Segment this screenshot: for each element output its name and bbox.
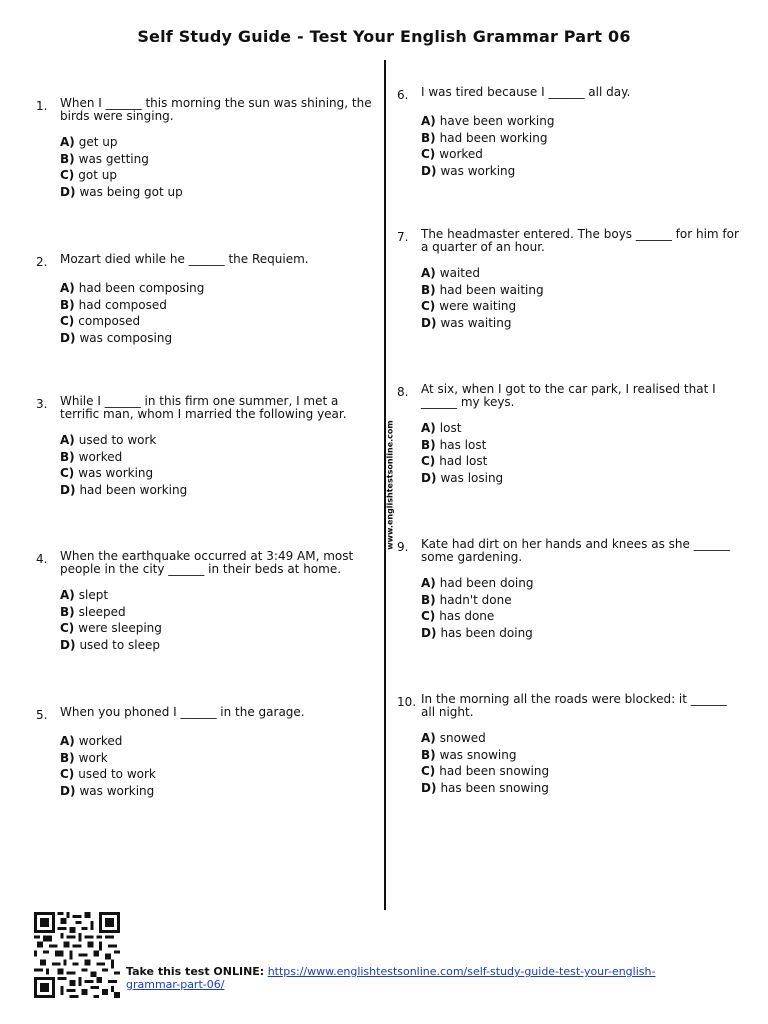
option-b[interactable]: B) had been waiting: [421, 282, 544, 297]
question-text: At six, when I got to the car park, I realised that I ______ my keys.: [421, 382, 716, 409]
question-number: 4.: [36, 552, 48, 566]
option-b[interactable]: B) hadn't done: [421, 592, 512, 607]
option-b[interactable]: B) was snowing: [421, 747, 517, 762]
option-d[interactable]: D) has been snowing: [421, 780, 549, 795]
option-d[interactable]: D) had been working: [60, 482, 188, 497]
question-text: I was tired because I ______ all day.: [421, 85, 631, 99]
option-a[interactable]: A) waited: [421, 266, 480, 280]
options-list: [60, 432, 376, 498]
question-4: [36, 550, 376, 653]
option-c[interactable]: C) used to work: [60, 767, 156, 781]
options-list: [60, 134, 376, 200]
question-10: [397, 693, 742, 796]
question-text: When I ______ this morning the sun was shining, the birds were singing.: [60, 96, 372, 123]
option-a[interactable]: A) slept: [60, 588, 109, 602]
option-c[interactable]: C) had been snowing: [421, 764, 550, 778]
question-2: [36, 253, 376, 346]
option-a[interactable]: A) snowed: [421, 731, 486, 745]
option-c[interactable]: C) had lost: [421, 454, 488, 468]
option-a[interactable]: A) lost: [421, 421, 462, 435]
options-list: [60, 733, 376, 799]
question-number: 3.: [36, 397, 48, 411]
option-c[interactable]: C) were sleeping: [60, 621, 162, 635]
option-d[interactable]: D) was waiting: [421, 315, 512, 330]
option-a[interactable]: A) used to work: [60, 433, 157, 447]
options-list: [421, 265, 742, 331]
question-number: 8.: [397, 385, 409, 399]
question-text: When the earthquake occurred at 3:49 AM, most people in the city ______ in their beds at home.: [60, 549, 354, 576]
footer: [126, 965, 666, 991]
options-list: [60, 280, 376, 346]
option-d[interactable]: D) was being got up: [60, 184, 183, 199]
question-7: [397, 228, 742, 331]
question-text: Kate had dirt on her hands and knees as she ______ some gardening.: [421, 537, 730, 564]
options-list: [421, 575, 742, 641]
option-b[interactable]: B) has lost: [421, 437, 487, 452]
option-d[interactable]: D) was working: [421, 163, 516, 178]
question-number: 1.: [36, 99, 48, 113]
question-text: In the morning all the roads were blocked: it ______ all night.: [421, 692, 727, 719]
option-c[interactable]: C) was working: [60, 466, 154, 480]
watermark-text: www.englishtestsonline.com: [385, 420, 395, 550]
question-9: [397, 538, 742, 641]
option-b[interactable]: B) sleeped: [60, 604, 126, 619]
test-online-link[interactable]: https://www.englishtestsonline.com/self-study-guide-test-your-english-grammar-part-06/: [126, 965, 656, 991]
option-c[interactable]: C) were waiting: [421, 299, 517, 313]
question-number: 7.: [397, 230, 409, 244]
option-a[interactable]: A) worked: [60, 734, 123, 748]
page-title: Self Study Guide - Test Your English Grammar Part 06: [137, 27, 631, 46]
option-a[interactable]: A) had been composing: [60, 281, 205, 295]
question-8: [397, 383, 742, 486]
option-b[interactable]: B) was getting: [60, 151, 149, 166]
option-b[interactable]: B) work: [60, 750, 108, 765]
question-number: 5.: [36, 708, 48, 722]
option-b[interactable]: B) had been working: [421, 130, 548, 145]
option-d[interactable]: D) was working: [60, 783, 155, 798]
options-list: [421, 420, 742, 486]
question-5: [36, 706, 376, 799]
option-c[interactable]: C) composed: [60, 314, 141, 328]
options-list: [421, 730, 742, 796]
option-d[interactable]: D) was composing: [60, 330, 173, 345]
option-c[interactable]: C) worked: [421, 147, 483, 161]
option-d[interactable]: D) was losing: [421, 470, 504, 485]
option-d[interactable]: D) used to sleep: [60, 637, 160, 652]
question-text: The headmaster entered. The boys ______ for him for a quarter of an hour.: [421, 227, 739, 254]
question-number: 2.: [36, 255, 48, 269]
footer-lead: Take this test ONLINE:: [126, 965, 265, 978]
option-b[interactable]: B) had composed: [60, 297, 167, 312]
question-number: 10.: [397, 695, 417, 709]
question-text: When you phoned I ______ in the garage.: [60, 705, 305, 719]
options-list: [60, 587, 376, 653]
question-text: Mozart died while he ______ the Requiem.: [60, 252, 309, 266]
qr-code-icon[interactable]: [32, 912, 122, 998]
option-d[interactable]: D) has been doing: [421, 625, 533, 640]
question-number: 9.: [397, 540, 409, 554]
question-6: [397, 86, 742, 179]
question-3: [36, 395, 376, 498]
option-a[interactable]: A) have been working: [421, 114, 555, 128]
option-c[interactable]: C) has done: [421, 609, 495, 623]
option-b[interactable]: B) worked: [60, 449, 123, 464]
question-number: 6.: [397, 88, 409, 102]
question-text: While I ______ in this firm one summer, I met a terrific man, whom I married the following year.: [60, 394, 347, 421]
option-c[interactable]: C) got up: [60, 168, 117, 182]
option-a[interactable]: A) get up: [60, 135, 118, 149]
watermark: [383, 420, 397, 550]
question-1: [36, 97, 376, 200]
options-list: [421, 113, 742, 179]
option-a[interactable]: A) had been doing: [421, 576, 534, 590]
